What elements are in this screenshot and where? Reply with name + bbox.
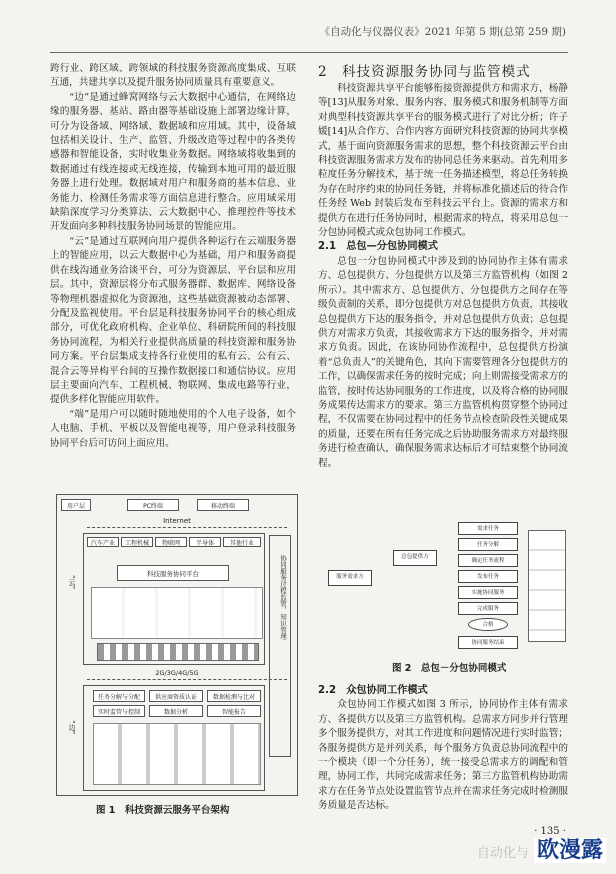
- flow-step: 发布任务: [458, 570, 518, 583]
- subcontractor-column: [528, 530, 566, 642]
- paragraph: “云”是通过互联网向用户提供各种运行在云端服务器上的智能应用，以云大数据中心为基础，用户和服务商提供在线沟通业务洽谈平台，可分为资源层、平台层和应用层。其中，资源层将分布式服务器群、数据库、网络设备等物理机器虚拟化为资源池，这些基础资源被动态部署、分配及监视使用。平台层是科技服务协同平台的核心组成部分，可优化政府机构、企业单位、科研院所间的科技服务协同流程，为相关行业提供高质量的科技资源和服务协同方案。平台层集成支持各行业使用的私有云、公有云、混合云等异构平台间的互操作数据接口和通信协议。应用层主要面向汽车、工程机械、物联网、集成电路等行业，提供多样化智能应用软件。: [50, 235, 296, 406]
- right-side-frame: [269, 535, 291, 757]
- edge-box: 数据分析: [149, 705, 203, 717]
- flow-step: 实施协同服务: [458, 586, 518, 599]
- qualified-decision: 合格: [468, 618, 508, 631]
- device-domain-grid: [93, 723, 261, 785]
- app-box: 汽车产业: [87, 537, 119, 547]
- watermark-text: 自动化与: [476, 846, 529, 861]
- paragraph: 跨行业、跨区域、跨领域的科技服务资源高度集成、互联互通，共建共享以及提升服务协同质量具有重要意义。: [50, 63, 296, 89]
- flow-step: 确定任务流程: [458, 554, 518, 567]
- flow-step: 任务分解: [458, 538, 518, 551]
- edge-label: “边”: [68, 720, 76, 735]
- demand-side-node: 服务需求方: [328, 570, 372, 586]
- paragraph: “端”是用户可以随时随地使用的个人电子设备，如个人电脑、手机、平板以及智能电视等，用户登录科技服务协同平台后可访问上面应用。: [50, 408, 296, 449]
- app-box: 其他行业: [223, 537, 261, 547]
- flow-step: 需求任务: [458, 522, 518, 535]
- platform-title: 科技服务协同平台: [117, 565, 229, 581]
- paragraph: “边”是通过蜂窝网络与云大数据中心通信，在网络边缘的服务器、基站、路由器等基础设施上部署边缘计算，可分为设备域、网络域、数据域和应用域。其中，设备域包括相关设计、生产、监管、升级改造等过程中的各类传感器和智能设备，实时收集业务数据。网络域将收集到的数据通过有线连接或无线连接，传输到本地可用的最近服务器上进行处理。数据域对用户和服务商的基本信息、业务能力、检测任务需求等方面信息进行整合。应用域采用缺陷深度学习分类算法、云大数据中心、推理控件等技术开发面向多种科技服务协同场景的智能应用。: [50, 91, 296, 233]
- figure-2-diagram: [318, 520, 568, 654]
- general-contractor-node: 总包提供方: [393, 550, 437, 566]
- app-box: 物联网: [155, 537, 187, 547]
- paragraph: 科技资源共享平台能够衔接资源提供方和需求方，杨静等[13]从服务对象、服务内容、服务模式和服务机制等方面对典型科技资源共享平台的服务模式进行了对比分析；许子媛[14]从合作方、合作内容方面研究科技资源的协同共享模式，基于面向资源服务需求的思想，整个科技资源云平台由科技资源服务需求方发布的协同总任务来驱动。首先利用多粒度任务分解技术，基于统一任务描述模型，将总任务转换为存在时序约束的协同任务链，并将标准化描述后的待合作任务经 Web 封装后发布至科技云平台上。资源的需求方和提供方在进行任务协同时，根据需求的特点，将采用总包一分包协同模式或众包协同工作模式。: [318, 83, 568, 239]
- paragraph: 众包协同工作模式如图 3 所示，协同协作主体有需求方、各提供方以及第三方监管机构。总需求方同步并行管理多个服务提供方，对其工作进度和问题情况进行实时监管；各服务提供方是并列关系，每个服务方负责总协同流程中的一个模块（即一个分任务），统一接受总需求方的调配和管理，协同工作，共同完成需求任务；第三方监管机构协助需求方在任务节点处设置监管节点并在需求任务完成时检测服务质量是否达标。: [318, 699, 568, 812]
- right-side-label: 协同服务过程监管、知识管理: [279, 555, 287, 640]
- internet-label: Internet: [163, 517, 191, 525]
- app-box: 工程机械: [121, 537, 153, 547]
- pc-terminal: PC终端: [127, 499, 179, 511]
- edge-box: 任务分解与分配: [93, 690, 145, 702]
- dashed-rule: [87, 679, 287, 680]
- subsection-heading: 2.2 众包协同工作模式: [318, 685, 428, 696]
- edge-box: 供应商资质认证: [149, 690, 203, 702]
- platform-grid: [91, 587, 263, 639]
- journal-header: 《自动化与仪器仪表》2021 年第 5 期(总第 259 期): [319, 26, 566, 38]
- watermark-logo-text: 欧漫露: [534, 838, 606, 863]
- watermark: [477, 833, 606, 864]
- dashed-rule: [87, 527, 287, 528]
- figure-1-architecture: [56, 494, 298, 796]
- resource-layer-servers: [97, 643, 259, 661]
- header-rule: [50, 52, 568, 53]
- edge-box: 智能报告: [207, 705, 261, 717]
- right-column: [318, 62, 568, 471]
- figure-1-caption: 图 1 科技资源云服务平台架构: [96, 805, 230, 816]
- edge-box: 实时监管与控制: [93, 705, 145, 717]
- user-layer-label: 用户层: [61, 499, 91, 511]
- cloud-label: “云”: [68, 575, 76, 590]
- page-number: · 135 ·: [534, 826, 566, 837]
- flow-step: 完成服务: [458, 602, 518, 615]
- edge-box: 数据检测与比对: [207, 690, 261, 702]
- section-heading: 2 科技资源服务协同与监管模式: [318, 64, 531, 80]
- figure-2-caption: 图 2 总包－分包协同模式: [392, 663, 507, 674]
- left-column: [50, 62, 296, 451]
- paragraph: 总包一分包协同模式中涉及到的协同协作主体有需求方、总包提供方、分包提供方以及第三方监管机构（如图 2 所示）。其中需求方、总包提供方、分包提供方之间存在等级负责制的关系，即分包提供方对总包提供方负责，其接收总包提供方下达的服务指令，并对总包提供方负责；总包提供方对需求方负责，其接收需求方下达的服务指令，并对需求方负责。因此，在该协同协作流程中，总包提供方扮演着“总负责人”的关键角色，其向下需要管理各分包提供方的工作，以确保需求任务的按时完成；向上则需接受需求方的监管，按时传达协同服务的工作进度，以及将合格的协同服务成果传达需求方的要求。第三方监管机构贯穿整个协同过程，不仅需要在协同过程中的任务节点检查阶段性关键成果的质量，还要在所有任务完成之后协助服务需求方对最终服务进行检查确认，确保服务需求达标后才可结束整个协同流程。: [318, 255, 568, 469]
- app-box: 半导体: [189, 537, 221, 547]
- end-node: 协同服务结束: [458, 636, 518, 649]
- mobile-terminal: 移动终端: [197, 499, 249, 511]
- right-column-lower: [318, 684, 568, 814]
- subsection-heading: 2.1 总包—分包协同模式: [318, 241, 438, 253]
- network-label: 2G/3G/4G/5G: [155, 669, 199, 677]
